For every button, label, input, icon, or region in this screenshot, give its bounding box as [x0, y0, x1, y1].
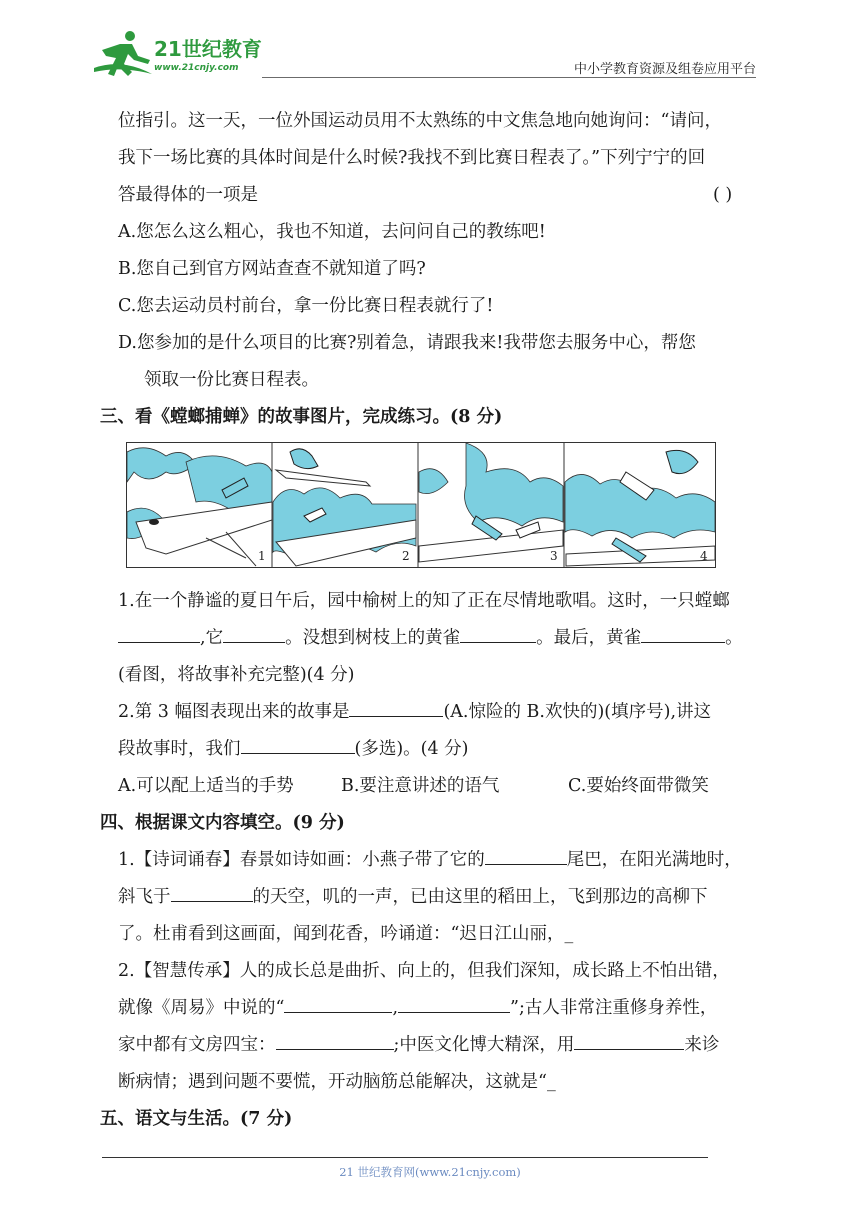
s3-q1-line: 1.在一个静谧的夏日午后，园中榆树上的知了正在尽情地歌唱。这时，一只螳螂: [118, 591, 730, 611]
s4-q2-text: 家中都有文房四宝：: [118, 1035, 276, 1055]
footer-rule: [102, 1157, 708, 1158]
s4-q2-text: ;中医文化博大精深，用: [393, 1035, 575, 1055]
s3-q1-instruction: (看图，将故事补充完整)(4 分): [118, 665, 355, 685]
section-5-title: 五、语文与生活。(7 分): [100, 1109, 293, 1129]
footer-text: 21 世纪教育网(www.21cnjy.com): [339, 1165, 521, 1179]
s4-q1-line: [118, 846, 742, 874]
logo-text: 21世纪教育: [154, 37, 262, 61]
s3-q2-option-b: B.要注意讲述的语气: [341, 776, 500, 796]
s3-q1-blanks: [118, 624, 743, 652]
s3-q2-option-a: A.可以配上适当的手势: [118, 776, 294, 796]
answer-blank[interactable]: [118, 624, 200, 643]
s3-q2-text: (A.惊险的 B.欢快的)(填序号),讲这: [443, 702, 712, 722]
option-d-continued: 领取一份比赛日程表。: [144, 370, 319, 390]
s4-q2-line: 2.【智慧传承】人的成长总是曲折、向上的，但我们深知，成长路上不怕出错，: [118, 961, 730, 981]
panel-number: 4: [700, 549, 708, 563]
panel-number: 1: [258, 549, 266, 563]
question-stem: 答最得体的一项是: [118, 185, 258, 205]
panel-number: 2: [402, 549, 410, 563]
question-line: 我下一场比赛的具体时间是什么时候?我找不到比赛日程表了。”下列宁宁的回: [118, 148, 706, 168]
s3-q2-line: [118, 735, 469, 763]
answer-blank[interactable]: [284, 994, 392, 1013]
question-line: 位指引。这一天，一位外国运动员用不太熟练的中文焦急地向她询问：“请问，: [118, 111, 722, 131]
s3-q2-text: 2.第 3 幅图表现出来的故事是: [118, 702, 350, 722]
panel-number: 3: [550, 549, 558, 563]
s4-q1-text: 的天空，叽的一声，已由这里的稻田上，飞到那边的高柳下: [252, 887, 708, 907]
answer-blank[interactable]: [574, 1031, 684, 1050]
logo-url: www.21cnjy.com: [154, 63, 239, 73]
s3-q2-text: (多选)。(4 分): [354, 739, 469, 759]
s3-q1-text: 。没想到树枝上的黄雀: [285, 628, 461, 648]
answer-blank[interactable]: [276, 1031, 394, 1050]
answer-blank[interactable]: [349, 698, 443, 717]
story-panel-1: [127, 443, 272, 567]
s4-q2-line: 断病情；遇到问题不要慌，开动脑筋总能解决，这就是“_: [118, 1072, 556, 1092]
s3-q2-line: [118, 698, 711, 726]
s4-q1-line: [118, 883, 708, 911]
section-4-title: 四、根据课文内容填空。(9 分): [100, 813, 345, 833]
answer-parentheses: ( ): [713, 185, 733, 205]
site-logo: [92, 28, 262, 84]
s3-q1-text: 。最后，黄雀: [536, 628, 642, 648]
s4-q1-text: 斜飞于: [118, 887, 171, 907]
s4-q2-text: ”;古人非常注重修身养性，: [510, 998, 718, 1018]
s3-q2-option-c: C.要始终面带微笑: [568, 776, 709, 796]
answer-blank[interactable]: [641, 624, 725, 643]
s4-q2-text: 就像《周易》中说的“: [118, 998, 285, 1018]
question-line: [118, 181, 258, 209]
option-c: C.您去运动员村前台，拿一份比赛日程表就行了!: [118, 296, 494, 316]
s4-q1-text: 尾巴，在阳光满地时，: [566, 850, 742, 870]
s4-q2-line: [118, 994, 717, 1022]
s3-q1-text: 。: [725, 628, 743, 648]
header-rule: [262, 77, 756, 78]
s3-q2-text: 段故事时，我们: [118, 739, 241, 759]
page-header: [0, 0, 860, 90]
answer-blank[interactable]: [171, 883, 253, 902]
answer-blank[interactable]: [223, 624, 285, 643]
s4-q1-text: 1.【诗词诵春】春景如诗如画：小燕子带了它的: [118, 850, 485, 870]
answer-blank[interactable]: [398, 994, 510, 1013]
s3-q1-text: ,它: [200, 628, 224, 648]
s4-q2-line: [118, 1031, 719, 1059]
story-illustration: [126, 442, 716, 568]
s4-q1-line: 了。杜甫看到这画面，闻到花香，吟诵道：“迟日江山丽，_: [118, 924, 574, 944]
header-tagline: 中小学教育资源及组卷应用平台: [573, 62, 756, 77]
section-3-title: 三、看《螳螂捕蝉》的故事图片，完成练习。(8 分): [100, 407, 503, 427]
answer-blank[interactable]: [485, 846, 567, 865]
s4-q2-text: 来诊: [684, 1035, 720, 1055]
option-d: D.您参加的是什么项目的比赛?别着急，请跟我来!我带您去服务中心，帮您: [118, 333, 696, 353]
s4-q2-text: ,: [392, 998, 399, 1018]
answer-blank[interactable]: [460, 624, 536, 643]
answer-blank[interactable]: [241, 735, 355, 754]
option-b: B.您自己到官方网站查查不就知道了吗?: [118, 259, 426, 279]
option-a: A.您怎么这么粗心，我也不知道，去问问自己的教练吧!: [118, 222, 546, 242]
